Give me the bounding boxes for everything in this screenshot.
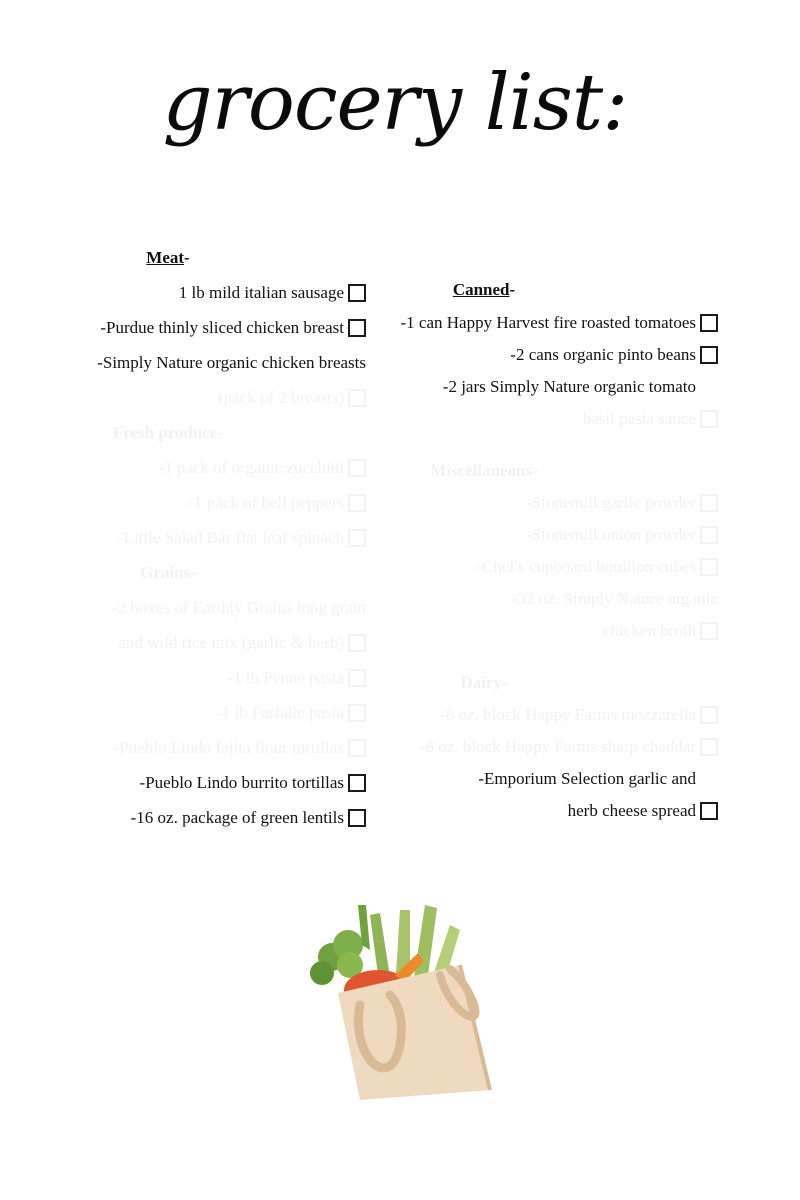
faded-list-item: chicken broth: [380, 615, 718, 647]
checkbox[interactable]: [348, 459, 366, 477]
checkbox[interactable]: [348, 774, 366, 792]
checkbox[interactable]: [700, 706, 718, 724]
faded-list-item: -Chef's cupboard bouillon cubes: [380, 551, 718, 583]
list-item: 1 lb mild italian sausage: [40, 275, 366, 310]
list-item: herb cheese spread: [380, 795, 718, 827]
faded-list-item: -1 pack of organic zucchini: [40, 450, 366, 485]
list-item: -Pueblo Lindo burrito tortillas: [40, 765, 366, 800]
faded-list-item: -8 oz. block Happy Farms mozzarella: [380, 699, 718, 731]
faded-heading: Fresh produce-: [112, 422, 224, 442]
checkbox[interactable]: [700, 802, 718, 820]
faded-list-item: -1 lb Penne pasta: [40, 660, 366, 695]
canned-heading: Canned-: [452, 279, 516, 299]
faded-list-item: -Little Salad Bar flat leaf spinach: [40, 520, 366, 555]
faded-list-item: -32 oz. Simply Nature organic: [511, 589, 718, 608]
list-item: -Emporium Selection garlic and: [478, 769, 696, 788]
faded-list-item: -Stonemill garlic powder: [380, 487, 718, 519]
checkbox[interactable]: [700, 558, 718, 576]
list-item: -2 cans organic pinto beans: [380, 339, 718, 371]
left-column: [40, 240, 366, 835]
checkbox[interactable]: [348, 704, 366, 722]
faded-heading: Miscellaneous-: [430, 461, 538, 480]
checkbox[interactable]: [700, 346, 718, 364]
partially-hidden-list-item: -2 jars Simply Nature organic tomato: [442, 377, 696, 396]
faded-heading: Dairy-: [460, 673, 508, 692]
faded-list-item: -8 oz. block Happy Farms sharp cheddar: [380, 731, 718, 763]
checkbox[interactable]: [348, 319, 366, 337]
list-item: -1 can Happy Harvest fire roasted tomatoes: [380, 307, 718, 339]
page-title: grocery list:: [162, 58, 628, 148]
faded-list-item: and wild rice mix (garlic & herb): [40, 625, 366, 660]
checkbox[interactable]: [700, 410, 718, 428]
faded-list-item: -1 pack of bell peppers: [40, 485, 366, 520]
checkbox[interactable]: [700, 738, 718, 756]
list-item: -Purdue thinly sliced chicken breast: [40, 310, 366, 345]
faded-list-item: -Stonemill onion powder: [380, 519, 718, 551]
checkbox[interactable]: [348, 284, 366, 302]
checkbox[interactable]: [700, 314, 718, 332]
checkbox[interactable]: [348, 669, 366, 687]
checkbox[interactable]: [348, 739, 366, 757]
faded-heading: Grains-: [140, 562, 196, 582]
checkbox[interactable]: [348, 529, 366, 547]
faded-list-item: basil pasta sauce: [380, 403, 718, 435]
checkbox[interactable]: [348, 389, 366, 407]
faded-list-item: (pack of 2 breasts): [40, 380, 366, 415]
checkbox[interactable]: [348, 494, 366, 512]
right-column: [380, 272, 718, 827]
checkbox[interactable]: [700, 526, 718, 544]
grocery-bag-icon: [300, 895, 500, 1100]
list-item: -Simply Nature organic chicken breasts: [97, 352, 366, 372]
faded-list-item: -1 lb Farfalle pasta: [40, 695, 366, 730]
faded-list-item: -2 boxes of Earthly Grains long grain: [112, 597, 366, 617]
checkbox[interactable]: [700, 622, 718, 640]
checkbox[interactable]: [348, 634, 366, 652]
faded-list-item: -Pueblo Lindo fajita flour tortillas: [40, 730, 366, 765]
checkbox[interactable]: [348, 809, 366, 827]
meat-heading: Meat-: [146, 247, 190, 267]
list-item: -16 oz. package of green lentils: [40, 800, 366, 835]
checkbox[interactable]: [700, 494, 718, 512]
